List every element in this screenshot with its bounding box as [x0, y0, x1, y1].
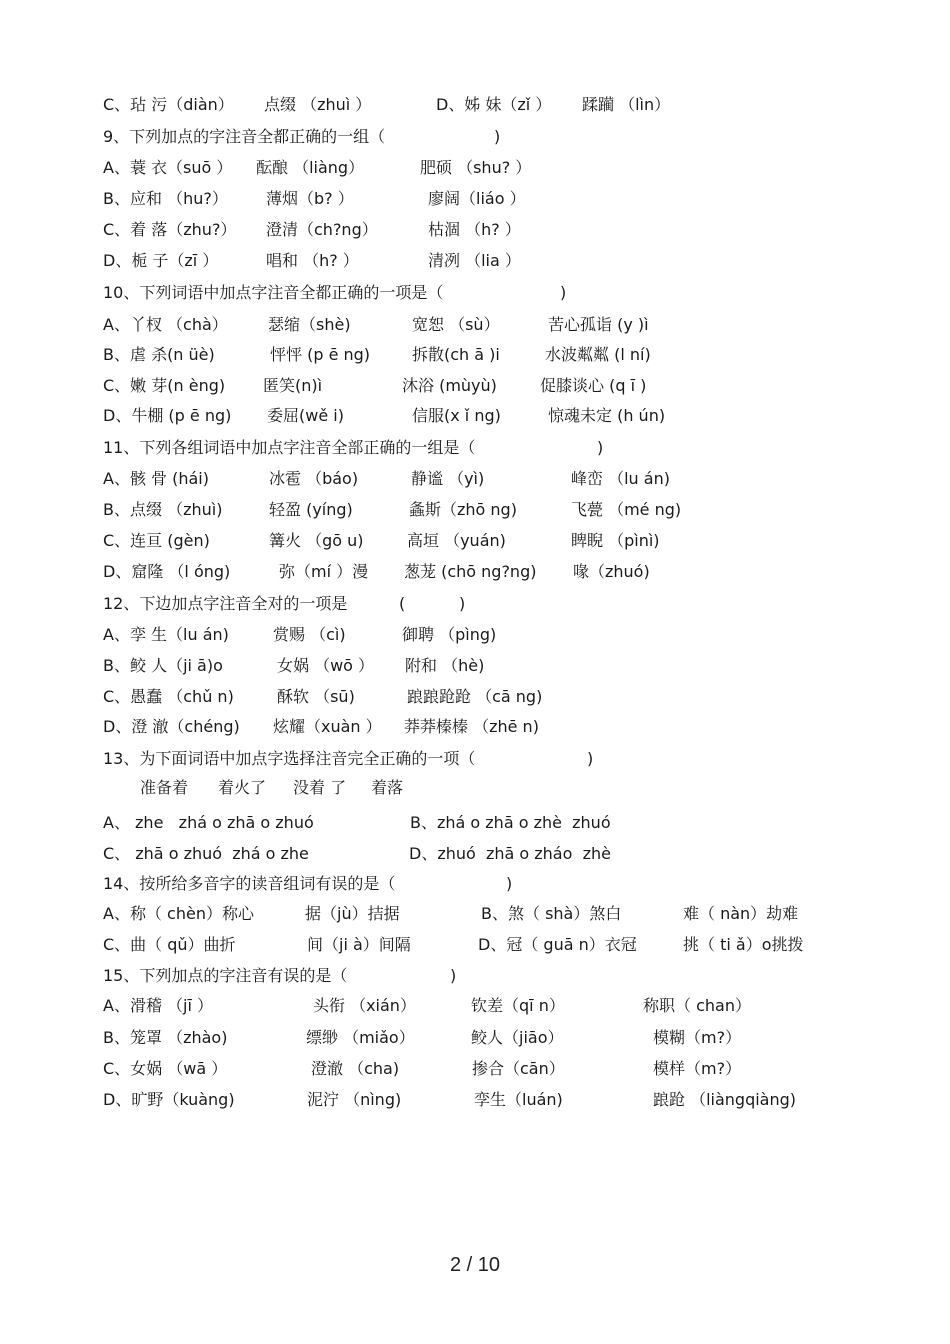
text-segment: B、应和 （hu?）: [103, 189, 228, 208]
text-segment: B、鲛 人（ji ā)o: [103, 656, 223, 675]
text-segment: 附和 （hè): [405, 656, 485, 675]
text-segment: 难（ nàn）劫难: [683, 904, 799, 923]
text-segment: C、着 落（zhu?）: [103, 220, 237, 239]
option-line: [0, 157, 950, 187]
text-segment: B、zhá o zhā o zhè zhuó: [410, 813, 611, 832]
text-segment: A、 zhe zhá o zhā o zhuó: [103, 813, 314, 832]
option-line: [0, 934, 950, 964]
option-line: [0, 624, 950, 654]
text-segment: 匿笑(n)ì: [263, 376, 323, 395]
text-segment: 着火了: [218, 778, 267, 797]
text-segment: A、称（ chèn）称心: [103, 904, 254, 923]
question-11: [0, 437, 950, 467]
option-line: [0, 903, 950, 933]
text-segment: 13、为下面词语中加点字选择注音完全正确的一项（: [103, 749, 476, 768]
option-line: [0, 375, 950, 405]
option-line: [0, 314, 950, 344]
text-segment: 肥硕 （shu? ）: [420, 158, 532, 177]
option-line: [0, 1058, 950, 1088]
text-segment: D、栀 子（zī ）: [103, 251, 219, 270]
text-segment: D、旷野（kuàng): [103, 1090, 235, 1109]
text-segment: 枯涸 （h? ）: [428, 220, 521, 239]
text-segment: 挑（ ti ǎ）o挑拨: [683, 935, 804, 954]
question-13: [0, 748, 950, 778]
option-line: [0, 655, 950, 685]
text-segment: 莽莽榛榛 （zhē n): [404, 717, 539, 736]
text-segment: 踉踉跄跄 （cā ng): [407, 687, 543, 706]
text-segment: 唱和 （h? ）: [266, 251, 359, 270]
text-segment: 没着 了: [293, 778, 347, 797]
option-line: [0, 686, 950, 716]
text-segment: C、连亘 (gèn): [103, 531, 210, 550]
text-segment: 峰峦 （lu án): [571, 469, 670, 488]
text-segment: D、zhuó zhā o zháo zhè: [409, 844, 611, 863]
text-segment: D、窟隆 （l óng): [103, 562, 231, 581]
option-line: [0, 995, 950, 1025]
word-list: [0, 777, 950, 807]
text-segment: 睥睨 （pìnì): [571, 531, 660, 550]
text-segment: 12、下边加点字注音全对的一项是: [103, 594, 348, 613]
option-line: [0, 1089, 950, 1119]
text-segment: A、孪 生（lu án): [103, 625, 229, 644]
text-segment: 11、下列各组词语中加点字注音全部正确的一组是（: [103, 438, 476, 457]
text-segment: ): [459, 594, 466, 613]
option-line: [0, 716, 950, 746]
text-segment: 点缀 （zhuì ）: [264, 95, 372, 114]
text-segment: 鲛人（jiāo）: [471, 1028, 564, 1047]
option-line: [0, 468, 950, 498]
text-segment: (: [399, 594, 406, 613]
option-line: [0, 812, 950, 842]
question-12: [0, 593, 950, 623]
text-segment: D、冠（ guā n）衣冠: [478, 935, 637, 954]
text-segment: C、 zhā o zhuó zhá o zhe: [103, 844, 309, 863]
text-segment: 静谧 （yì): [411, 469, 485, 488]
text-segment: 澄清（ch?ng）: [266, 220, 378, 239]
text-segment: 促膝谈心 (q ī ): [540, 376, 647, 395]
text-segment: 酥软 （sū): [277, 687, 355, 706]
text-segment: 10、下列词语中加点字注音全都正确的一项是（: [103, 283, 444, 302]
text-segment: C、曲（ qǔ）曲折: [103, 935, 236, 954]
text-segment: 御聘 （pìng): [402, 625, 497, 644]
text-segment: 9、下列加点的字注音全都正确的一组（: [103, 127, 386, 146]
text-segment: ): [587, 749, 594, 768]
text-segment: A、骸 骨 (hái): [103, 469, 209, 488]
text-segment: 模糊（m?）: [653, 1028, 742, 1047]
text-segment: 着落: [371, 778, 404, 797]
text-segment: C、女娲 （wā ）: [103, 1059, 228, 1078]
option-line: [0, 530, 950, 560]
text-segment: 炫耀（xuàn ）: [273, 717, 382, 736]
text-segment: ): [450, 966, 457, 985]
text-segment: B、煞（ shà）煞白: [481, 904, 622, 923]
text-segment: 水波粼粼 (l ní): [545, 345, 651, 364]
page-number: 2 / 10: [449, 1254, 501, 1276]
option-line: [0, 219, 950, 249]
text-segment: ): [597, 438, 604, 457]
text-segment: 轻盈 (yíng): [269, 500, 353, 519]
text-segment: A、丫杈 （chà）: [103, 315, 228, 334]
text-segment: 女娲 （wō ）: [277, 656, 375, 675]
text-segment: 间（ji à）间隔: [307, 935, 411, 954]
text-segment: 高垣 （yuán): [407, 531, 506, 550]
text-segment: 澄澈 （cha): [311, 1059, 400, 1078]
text-segment: 飞甍 （mé ng): [571, 500, 682, 519]
text-segment: B、点缀 （zhuì): [103, 500, 223, 519]
text-segment: 蹂躏 （lìn）: [582, 95, 671, 114]
text-segment: 委屈(wě i): [267, 406, 344, 425]
text-segment: 沐浴 (mùyù): [402, 376, 497, 395]
text-segment: C、嫩 芽(n èng): [103, 376, 226, 395]
text-segment: 缥缈 （miǎo）: [306, 1028, 415, 1047]
text-segment: 瑟缩（shè): [268, 315, 351, 334]
text-segment: 掺合（cān）: [472, 1059, 565, 1078]
text-segment: D、澄 澈（chéng): [103, 717, 240, 736]
text-segment: 踉跄 （liàngqiàng): [653, 1090, 797, 1109]
option-line: [0, 188, 950, 218]
option-line: [0, 499, 950, 529]
text-segment: 15、下列加点的字注音有误的是（: [103, 966, 348, 985]
option-line: [0, 1027, 950, 1057]
text-segment: 拆散(ch ā )i: [412, 345, 500, 364]
option-line: [0, 250, 950, 280]
text-segment: 14、按所给多音字的读音组词有误的是（: [103, 874, 396, 893]
text-segment: 薄烟（b? ）: [266, 189, 354, 208]
text-segment: 廖阔（liáo ）: [428, 189, 526, 208]
text-segment: 苦心孤诣 (y )ì: [548, 315, 649, 334]
text-segment: 头衔 （xián）: [313, 996, 416, 1015]
text-segment: 篝火 （gō u): [269, 531, 364, 550]
text-segment: 惊魂未定 (h ún): [548, 406, 666, 425]
text-segment: ): [506, 874, 513, 893]
option-line: [0, 561, 950, 591]
text-segment: 信服(x ǐ ng): [412, 406, 501, 425]
text-segment: 葱茏 (chō ng?ng): [404, 562, 537, 581]
text-segment: 钦差（qī n）: [471, 996, 565, 1015]
text-segment: 冰雹 （báo): [269, 469, 359, 488]
question-15: [0, 965, 950, 995]
question-14: [0, 873, 950, 903]
text-segment: 泥泞 （nìng): [307, 1090, 402, 1109]
text-segment: 酝酿 （liàng）: [256, 158, 365, 177]
text-segment: 螽斯（zhō ng): [409, 500, 517, 519]
option-line: [0, 843, 950, 873]
text-segment: ): [560, 283, 567, 302]
option-line: [0, 405, 950, 435]
text-segment: 怦怦 (p ē ng): [270, 345, 371, 364]
text-segment: C、愚蠢 （chǔ n): [103, 687, 234, 706]
text-segment: C、玷 污（diàn）: [103, 95, 234, 114]
question-9: [0, 126, 950, 156]
text-segment: 模样（m?）: [653, 1059, 742, 1078]
text-segment: A、滑稽 （jī ）: [103, 996, 214, 1015]
text-segment: 据（jù）拮据: [305, 904, 400, 923]
text-segment: 赏赐 （cì): [273, 625, 346, 644]
text-segment: D、牛棚 (p ē ng): [103, 406, 232, 425]
text-segment: B、笼罩 （zhào): [103, 1028, 228, 1047]
text-segment: 喙（zhuó): [573, 562, 650, 581]
question-10: [0, 282, 950, 312]
text-segment: B、虐 杀(n üè): [103, 345, 215, 364]
text-segment: 称职（ chan）: [643, 996, 751, 1015]
text-segment: 准备着: [140, 778, 189, 797]
text-segment: D、姊 妹（zǐ ）: [436, 95, 552, 114]
text-segment: ): [494, 127, 501, 146]
option-line: [0, 344, 950, 374]
text-segment: 宽恕 （sù）: [412, 315, 500, 334]
text-segment: A、蓑 衣（suō ）: [103, 158, 233, 177]
text-segment: 孪生（luán): [474, 1090, 563, 1109]
text-segment: 清冽 （lia ）: [428, 251, 521, 270]
option-line: [0, 94, 950, 124]
text-segment: 弥（mí ）漫: [279, 562, 369, 581]
